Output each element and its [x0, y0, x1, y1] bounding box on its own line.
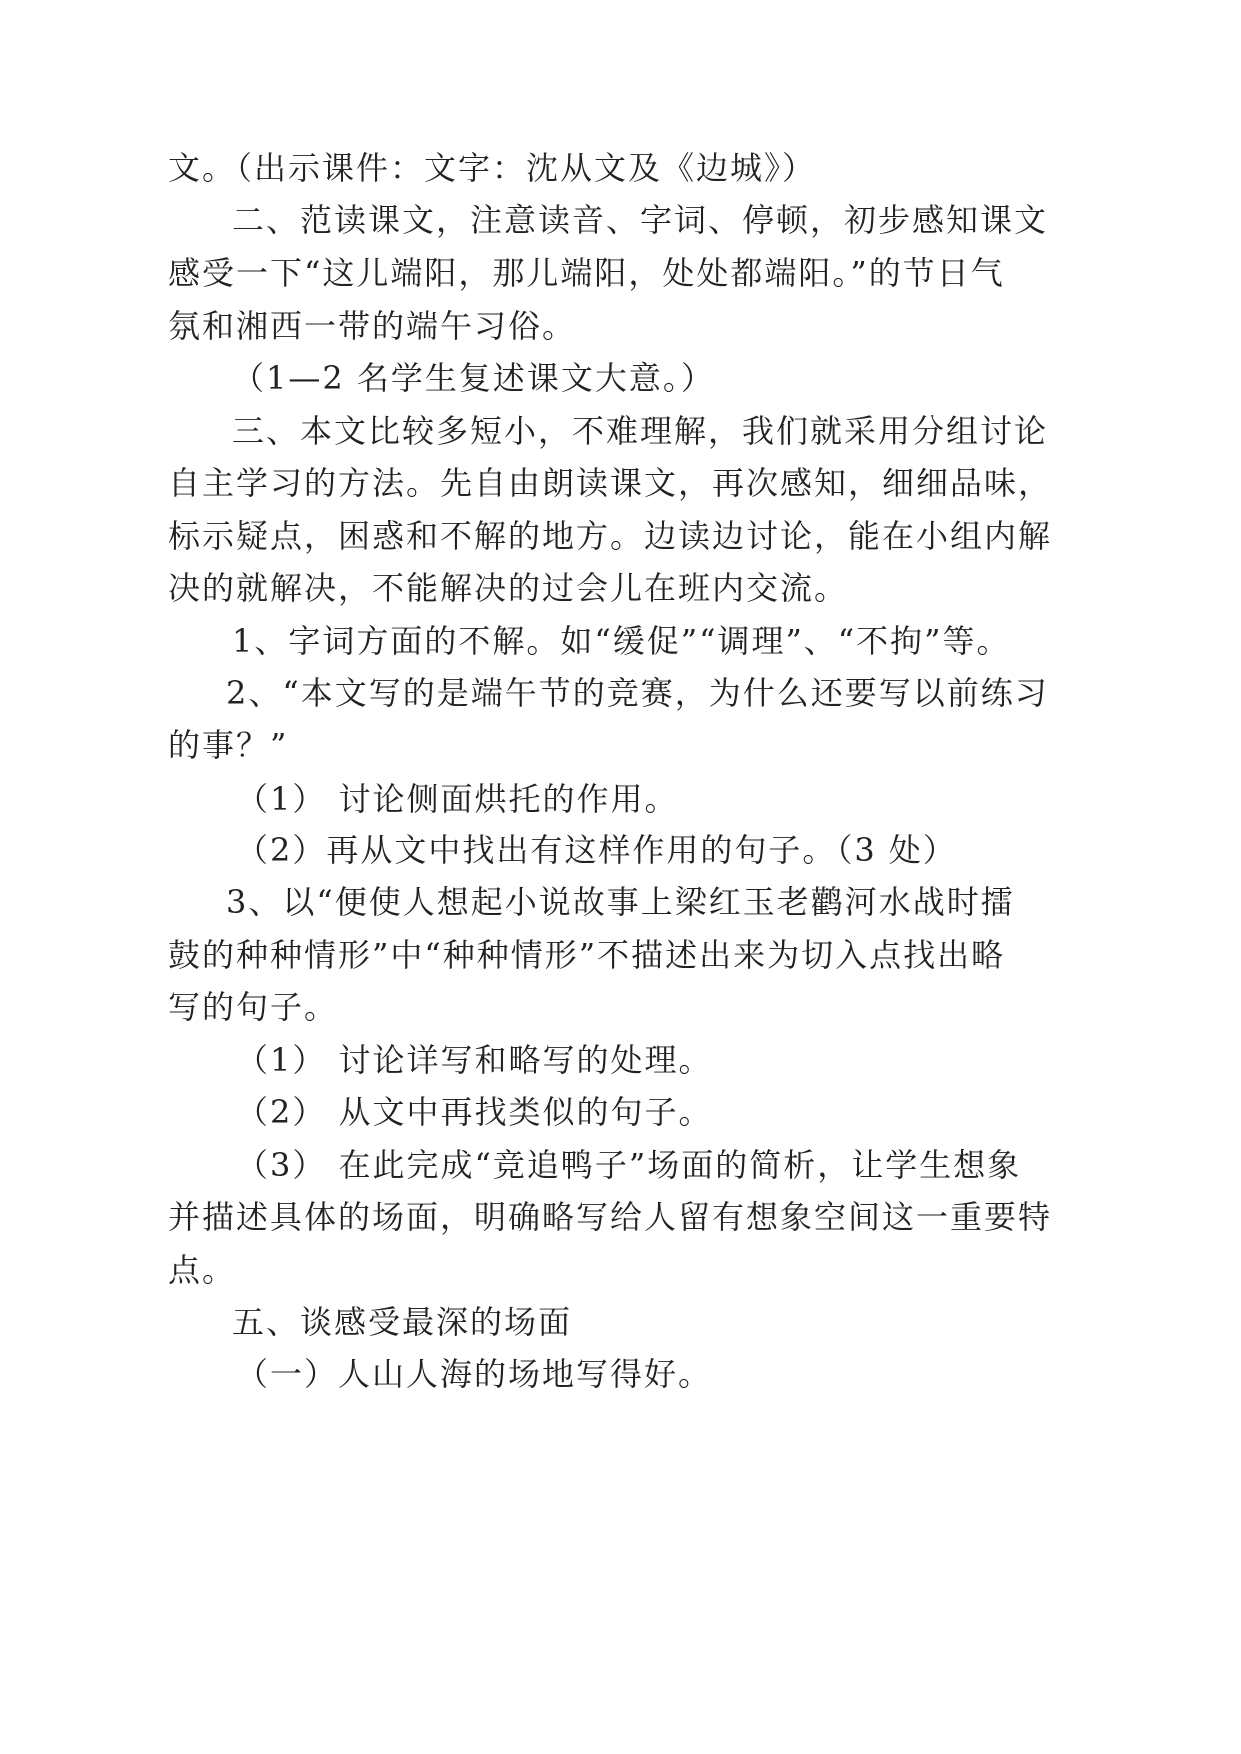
text-line: 自主学习的方法。先自由朗读课文，再次感知，细细品味， — [168, 464, 1053, 502]
text-line: 二、范读课文，注意读音、字词、停顿，初步感知课文 — [232, 201, 1049, 239]
text-line: 标示疑点，困惑和不解的地方。边读边讨论，能在小组内解 — [168, 517, 1053, 555]
text-line: 并描述具体的场面，明确略写给人留有想象空间这一重要特 — [168, 1198, 1053, 1236]
text-line: 鼓的种种情形”中“种种情形”不描述出来为切入点找出略 — [168, 936, 1006, 974]
text-line: （2） 从文中再找类似的句子。 — [236, 1093, 713, 1131]
text-line: 决的就解决，不能解决的过会儿在班内交流。 — [168, 569, 849, 607]
text-line: （一）人山人海的场地写得好。 — [236, 1355, 713, 1393]
text-line: 感受一下“这儿端阳，那儿端阳，处处都端阳。”的节日气 — [168, 254, 1005, 292]
text-line: 3、以“便使人想起小说故事上梁红玉老鹳河水战时擂 — [226, 883, 1015, 921]
text-line: （1） 讨论侧面烘托的作用。 — [236, 780, 679, 818]
text-line: 的事？” — [168, 726, 289, 764]
text-line: （1—2 名学生复述课文大意。） — [232, 359, 715, 397]
text-line: （1） 讨论详写和略写的处理。 — [236, 1041, 713, 1079]
text-line: 五、谈感受最深的场面 — [232, 1303, 573, 1341]
text-line: 氛和湘西一带的端午习俗。 — [168, 307, 577, 345]
text-line: （3） 在此完成“竞追鸭子”场面的简析，让学生想象 — [236, 1146, 1022, 1184]
text-line: 1、字词方面的不解。如“缓促”“调理”、“不拘”等。 — [232, 622, 1011, 660]
text-line: 文。（出示课件：文字：沈从文及《边城》） — [168, 149, 817, 187]
text-line: 点。 — [168, 1251, 237, 1289]
text-line: 2、“本文写的是端午节的竞赛，为什么还要写以前练习 — [226, 674, 1049, 712]
text-line: （2）再从文中找出有这样作用的句子。（3 处） — [236, 831, 957, 869]
text-line: 三、本文比较多短小，不难理解，我们就采用分组讨论 — [232, 412, 1049, 450]
text-line: 写的句子。 — [168, 988, 339, 1026]
